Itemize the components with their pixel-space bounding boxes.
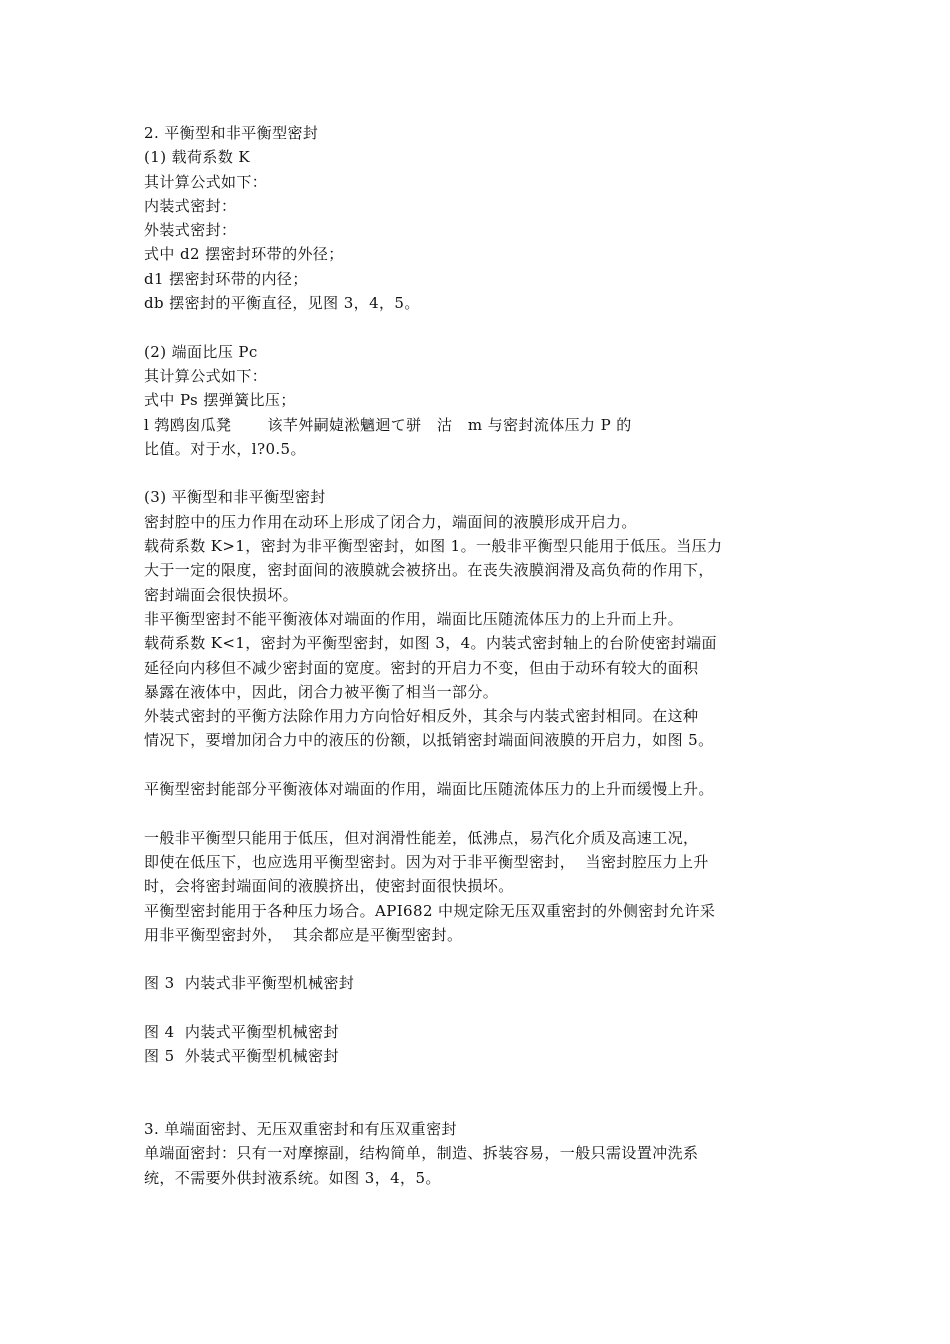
sub1-heading: (1) 载荷系数 K: [144, 148, 250, 167]
figure-caption-4: 图 4 内装式平衡型机械密封: [144, 1022, 339, 1041]
text-line: l 鹁鸥囱瓜凳 该芊舛嗣媫淞魑迴て骈 沽 m 与密封流体压力 P 的: [144, 415, 632, 434]
text-line: db 摆密封的平衡直径，见图 3，4，5。: [144, 294, 420, 313]
text-line: 式中 d2 摆密封环带的外径；: [144, 245, 344, 264]
sub2-heading: (2) 端面比压 Pc: [144, 342, 258, 361]
text-line: 非平衡型密封不能平衡液体对端面的作用，端面比压随流体压力的上升而上升。: [144, 609, 684, 628]
text-line: 平衡型密封能部分平衡液体对端面的作用，端面比压随流体压力的上升而缓慢上升。: [144, 780, 714, 799]
text-line: 用非平衡型密封外， 其余都应是平衡型密封。: [144, 925, 463, 944]
spacer: [144, 315, 834, 339]
spacer: [144, 753, 834, 777]
text-line: 载荷系数 K>1，密封为非平衡型密封，如图 1。一般非平衡型只能用于低压。当压力: [144, 537, 723, 556]
text-line: 内装式密封：: [144, 196, 237, 215]
text-line: d1 摆密封环带的内径；: [144, 269, 308, 288]
text-line: 密封腔中的压力作用在动环上形成了闭合力，端面间的液膜形成开启力。: [144, 512, 637, 531]
text-line: 单端面密封：只有一对摩擦副，结构简单，制造、拆装容易，一般只需设置冲洗系: [144, 1144, 699, 1163]
section2-heading: 2. 平衡型和非平衡型密封: [144, 124, 319, 142]
text-line: 即使在低压下，也应选用平衡型密封。因为对于非平衡型密封， 当密封腔压力上升: [144, 852, 709, 871]
text-line: 延径向内移但不减少密封面的宽度。密封的开启力不变，但由于动环有较大的面积: [144, 658, 699, 677]
text-line: 大于一定的限度，密封面间的液膜就会被挤出。在丧失液膜润滑及高负荷的作用下，: [144, 561, 714, 580]
spacer: [144, 1069, 834, 1093]
figure-caption-5: 图 5 外装式平衡型机械密封: [144, 1047, 339, 1066]
text-line: 一般非平衡型只能用于低压，但对润滑性能差，低沸点，易汽化介质及高速工况，: [144, 828, 699, 847]
text-line: 时，会将密封端面间的液膜挤出，使密封面很快损坏。: [144, 877, 514, 896]
spacer: [144, 461, 834, 485]
section3-heading: 3. 单端面密封、无压双重密封和有压双重密封: [144, 1120, 457, 1139]
text-line: 平衡型密封能用于各种压力场合。API682 中规定除无压双重密封的外侧密封允许采: [144, 901, 716, 920]
text-line: 式中 Ps 摆弹簧比压；: [144, 391, 296, 410]
text-line: 其计算公式如下：: [144, 172, 268, 191]
text-line: 暴露在液体中，因此，闭合力被平衡了相当一部分。: [144, 682, 499, 701]
spacer: [144, 1093, 834, 1117]
sub3-heading: (3) 平衡型和非平衡型密封: [144, 488, 326, 507]
text-line: 情况下，要增加闭合力中的液压的份额，以抵销密封端面间液膜的开启力，如图 5。: [144, 731, 714, 750]
figure-caption-3: 图 3 内装式非平衡型机械密封: [144, 974, 355, 993]
text-line: 密封端面会很快损坏。: [144, 585, 299, 604]
text-line: 外装式密封：: [144, 221, 237, 240]
text-line: 外装式密封的平衡方法除作用力方向恰好相反外，其余与内装式密封相同。在这种: [144, 707, 699, 726]
text-line: 比值。对于水，l?0.5。: [144, 439, 306, 458]
text-line: 其计算公式如下：: [144, 366, 268, 385]
spacer: [144, 801, 834, 825]
text-line: 载荷系数 K<1，密封为平衡型密封，如图 3，4。内装式密封轴上的台阶使密封端面: [144, 634, 717, 653]
spacer: [144, 947, 834, 971]
document-page: [144, 121, 834, 1190]
spacer: [144, 996, 834, 1020]
text-line: 统，不需要外供封液系统。如图 3，4，5。: [144, 1168, 441, 1187]
